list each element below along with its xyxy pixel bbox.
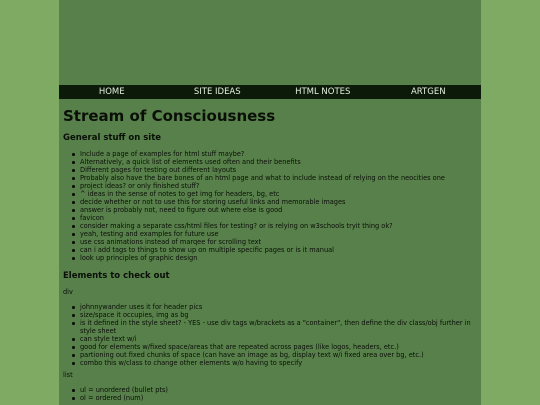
list-item: size/space it occupies, img as bg [80, 311, 477, 319]
general-notes-list [63, 150, 477, 262]
div-label: div [63, 288, 73, 296]
nav-link-home[interactable]: HOME [98, 87, 125, 97]
list-item: is it defined in the style sheet? - YES - use div tags w/brackets as a "container", then define the div class/obj further in style sheet [80, 319, 477, 335]
list-item: good for elements w/fixed space/areas that are repeated across pages (like logos, headers, etc.) [80, 343, 477, 351]
page-container [59, 0, 481, 405]
div-notes-list [63, 303, 477, 367]
list-item: consider making a separate css/html files for testing? or is relying on w3schools tryit thing ok? [80, 222, 477, 230]
list-item: use css animations instead of marqee for scrolling text [80, 238, 477, 246]
list-item: ^ ideas in the sense of notes to get img for headers, bg, etc [80, 190, 477, 198]
section-general-title: General stuff on site [63, 133, 162, 143]
section-elements-title: Elements to check out [63, 271, 170, 281]
nav-link-site-ideas[interactable]: SITE IDEAS [193, 87, 241, 97]
list-item: look up principles of graphic design [80, 254, 477, 262]
nav-bar [59, 85, 481, 99]
list-item: yeah, testing and examples for future use [80, 230, 477, 238]
list-item: Different pages for testing out different layouts [80, 166, 477, 174]
list-item: favicon [80, 214, 477, 222]
nav-link-artgen[interactable]: ARTGEN [410, 87, 446, 97]
list-item: project ideas? or only finished stuff? [80, 182, 477, 190]
header-banner [59, 0, 481, 85]
list-item: ul = unordered (bullet pts) [80, 386, 477, 394]
list-item: Alternatively, a quick list of elements used often and their benefits [80, 158, 477, 166]
list-item: partioning out fixed chunks of space (can have an image as bg, display text w/i fixed area over bg, etc.) [80, 351, 477, 359]
list-item: Probably also have the bare bones of an html page and what to include instead of relying on the neocities one [80, 174, 477, 182]
list-item: johnnywander uses it for header pics [80, 303, 477, 311]
list-item: Include a page of examples for html stuff maybe? [80, 150, 477, 158]
page-title: Stream of Consciousness [63, 107, 276, 125]
list-item: combo this w/class to change other elements w/o having to specify [80, 359, 477, 367]
list-item: can i add tags to things to show up on multiple specific pages or is it manual [80, 246, 477, 254]
list-item: answer is probably not, need to figure out where else is good [80, 206, 477, 214]
list-label: list [63, 371, 73, 379]
nav-link-html-notes[interactable]: HTML NOTES [295, 87, 351, 97]
list-item: decide whether or not to use this for storing useful links and memorable images [80, 198, 477, 206]
list-item: ol = ordered (num) [80, 394, 477, 402]
list-notes-list [63, 386, 477, 402]
main-content [63, 104, 477, 402]
list-item: can style text w/i [80, 335, 477, 343]
